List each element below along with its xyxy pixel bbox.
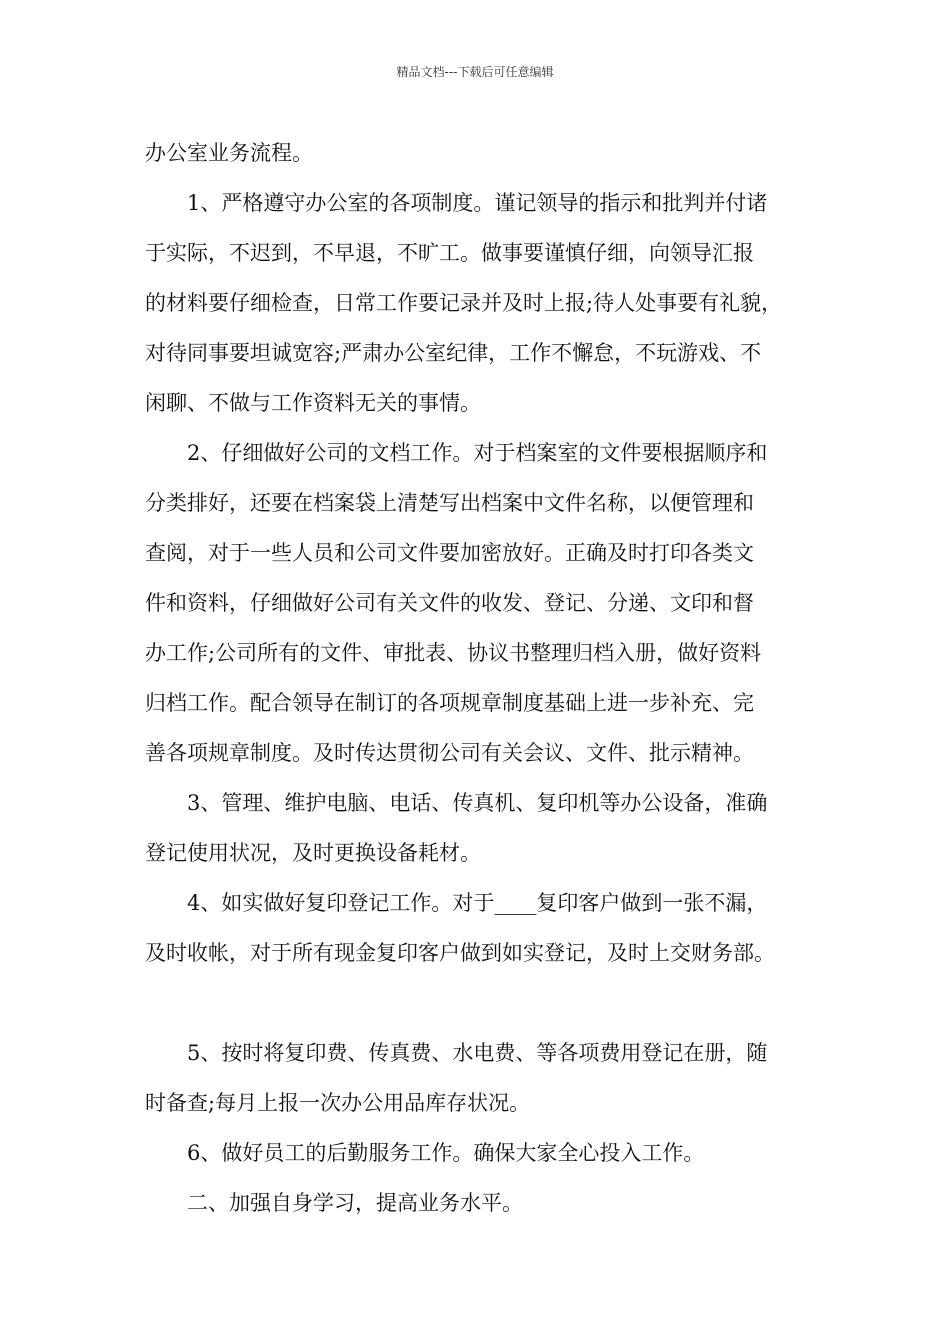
body-line: 分类排好，还要在档案袋上清楚写出档案中文件名称，以便管理和 (145, 491, 754, 515)
blank-line (145, 978, 825, 1028)
body-line: 及时收帐，对于所有现金复印客户做到如实登记，及时上交财务部。 (145, 941, 775, 965)
body-line: 2、仔细做好公司的文档工作。对于档案室的文件要根据顺序和 (187, 441, 768, 465)
body-line: 件和资料，仔细做好公司有关文件的收发、登记、分递、文印和督 (145, 591, 754, 615)
body-line: 办公室业务流程。 (145, 141, 313, 165)
body-line: 3、管理、维护电脑、电话、传真机、复印机等办公设备，准确 (187, 791, 768, 815)
body-line: 于实际，不迟到，不早退，不旷工。做事要谨慎仔细，向领导汇报 (145, 241, 754, 265)
body-line: 善各项规章制度。及时传达贯彻公司有关会议、文件、批示精神。 (145, 741, 754, 765)
body-line: 登记使用状况，及时更换设备耗材。 (145, 841, 481, 865)
body-line: 归档工作。配合领导在制订的各项规章制度基础上进一步补充、完 (145, 691, 754, 715)
body-line: 的材料要仔细检查，日常工作要记录并及时上报;待人处事要有礼貌， (145, 291, 783, 315)
body-line: 闲聊、不做与工作资料无关的事情。 (145, 391, 481, 415)
body-line: 1、严格遵守办公室的各项制度。谨记领导的指示和批判并付诸 (187, 191, 768, 215)
body-line: 6、做好员工的后勤服务工作。确保大家全心投入工作。 (187, 1141, 705, 1165)
body-line: 查阅，对于一些人员和公司文件要加密放好。正确及时打印各类文 (145, 541, 754, 565)
page-header: 精品文档---下载后可任意编辑 (396, 65, 554, 79)
body-line: 4、如实做好复印登记工作。对于____复印客户做到一张不漏， (187, 891, 768, 915)
body-line: 时备查;每月上报一次办公用品库存状况。 (145, 1091, 531, 1115)
body-line: 二、加强自身学习，提高业务水平。 (187, 1191, 523, 1215)
document-body (145, 128, 825, 1228)
body-line: 对待同事要坦诚宽容;严肃办公室纪律，工作不懈怠，不玩游戏、不 (145, 341, 762, 365)
body-line: 办工作;公司所有的文件、审批表、协议书整理归档入册，做好资料 (145, 641, 762, 665)
body-line: 5、按时将复印费、传真费、水电费、等各项费用登记在册，随 (187, 1041, 768, 1065)
